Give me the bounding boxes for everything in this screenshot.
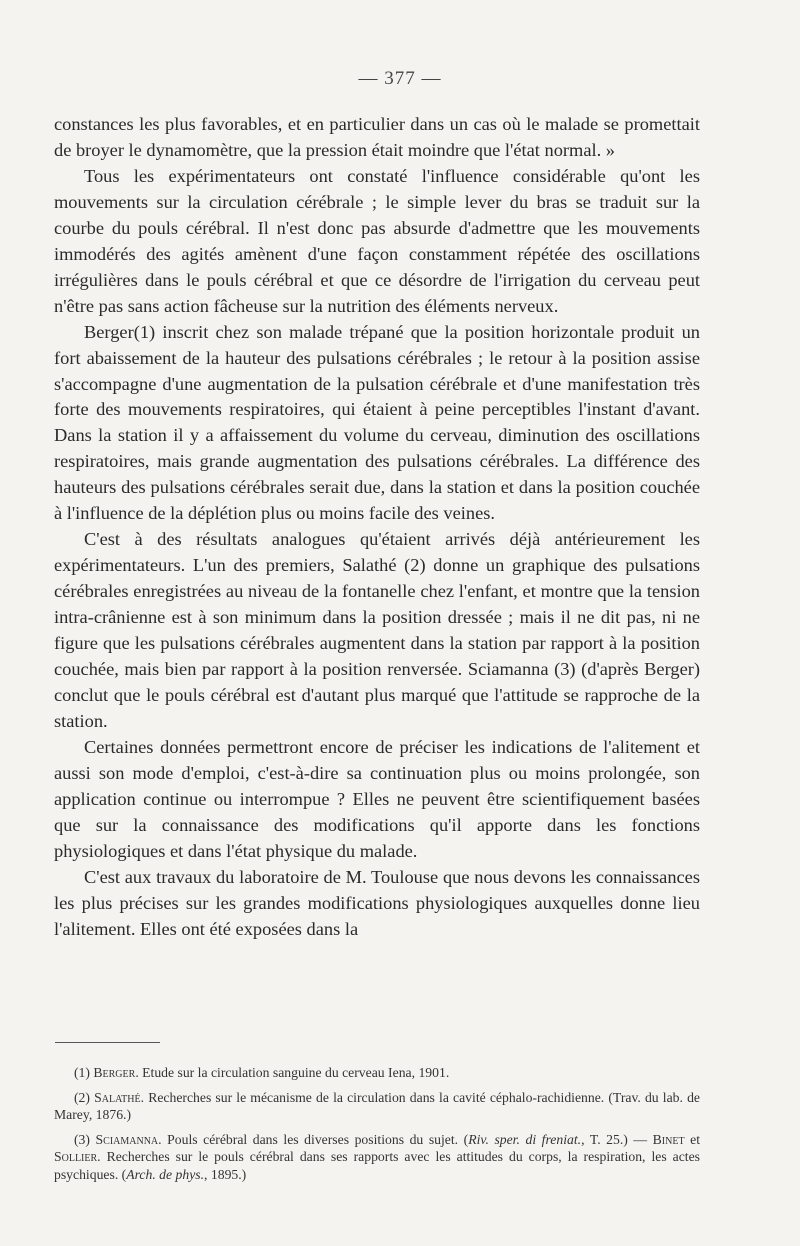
page-number: — 377 — [358, 68, 442, 89]
footnote-text: , T. 25.) — [581, 1131, 653, 1147]
footnote-text: . Pouls cérébral dans les diverses positions du sujet. ( [158, 1131, 469, 1147]
footnote-text: . Recherches sur le pouls cérébral dans ses rapports avec les attitudes du corps, la respiration, les actes psychiques. ( [54, 1149, 700, 1182]
footnote-marker: (3) [74, 1131, 90, 1147]
footnote-author: Sciamanna [95, 1131, 159, 1147]
body-text [54, 112, 700, 943]
footnote-marker: (2) [74, 1089, 90, 1105]
footnote [54, 1089, 700, 1124]
footnote-text: . Etude sur la circulation sanguine du cerveau Iena, 1901. [135, 1065, 450, 1080]
footnote-text: et [684, 1131, 701, 1147]
footnote-divider [55, 1042, 160, 1043]
footnote [54, 1131, 700, 1184]
footnotes [54, 1064, 700, 1190]
footnote-text: . Recherches sur le mécanisme de la circulation dans la cavité céphalo-rachidienne. (Trav. du lab. de Marey, 1876.) [54, 1089, 701, 1122]
paragraph: C'est aux travaux du laboratoire de M. Toulouse que nous devons les connaissances les plus précises sur les grandes modifications physiologiques auxquelles donne lieu l'alitement. Elles ont été exposées dans la [54, 866, 700, 939]
footnote-text: , 1895.) [204, 1166, 247, 1182]
paragraph: Certaines données permettront encore de préciser les indications de l'alitement et aussi son mode d'emploi, c'est-à-dire sa continuation plus ou moins prolongée, son application continue ou interrompue ? Elles ne peuvent être scientifiquement basées que sur la connaissance des modifications qu'il apporte dans les fonctions physiologiques et dans l'état physique du malade. [54, 736, 700, 861]
paragraph: C'est à des résultats analogues qu'étaient arrivés déjà antérieurement les expérimentateurs. L'un des premiers, Salathé (2) donne un graphique des pulsations cérébrales enregistrées au niveau de la fontanelle chez l'enfant, et montre que la tension intra-crânienne est à son minimum dans la position dressée ; mais il ne dit pas, ni ne figure que les pulsations cérébrales augmentent dans la station par rapport à la position couchée, mais bien par rapport à la position renversée. Sciamanna (3) (d'après Berger) conclut que le pouls cérébral est d'autant plus marqué que l'attitude se rapproche de la station. [54, 529, 700, 731]
footnote-author: Salathé [94, 1089, 141, 1105]
footnote-journal: Arch. de phys. [126, 1166, 205, 1182]
paragraph: Berger(1) inscrit chez son malade trépané que la position horizontale produit un fort abaissement de la hauteur des pulsations cérébrales ; le retour à la position assise s'accompagne d'une augmentation de la pulsation cérébrale et d'une manifestation très forte des mouvements respiratoires, qui étaient à peine perceptibles l'instant d'avant. Dans la station il y a affaissement du volume du cerveau, diminution des oscillations respiratoires, mais grande augmentation des pulsations cérébrales. La différence des hauteurs des pulsations cérébrales serait due, dans la station et dans la position couchée à l'influence de la déplétion plus ou moins facile des veines. [54, 321, 700, 524]
footnote-author: Binet [652, 1131, 685, 1147]
footnote-journal: Riv. sper. di freniat. [468, 1131, 582, 1147]
footnote [54, 1064, 700, 1082]
footnote-marker: (1) [74, 1065, 90, 1080]
footnote-author: Berger [93, 1065, 136, 1080]
footnote-author: Sollier [54, 1149, 98, 1164]
paragraph: constances les plus favorables, et en particulier dans un cas où le malade se promettait de broyer le dynamomètre, que la pression était moindre que l'état normal. » [54, 114, 700, 160]
paragraph: Tous les expérimentateurs ont constaté l'influence considérable qu'ont les mouvements sur la circulation cérébrale ; le simple lever du bras se traduit sur la courbe du pouls cérébral. Il n'est donc pas absurde d'admettre que les mouvements immodérés des agités amènent d'une façon constamment répétée des oscillations irrégulières dans le pouls cérébral et que ce désordre de l'irrigation du cerveau peut n'être pas sans action fâcheuse sur la nutrition des éléments nerveux. [54, 165, 700, 316]
